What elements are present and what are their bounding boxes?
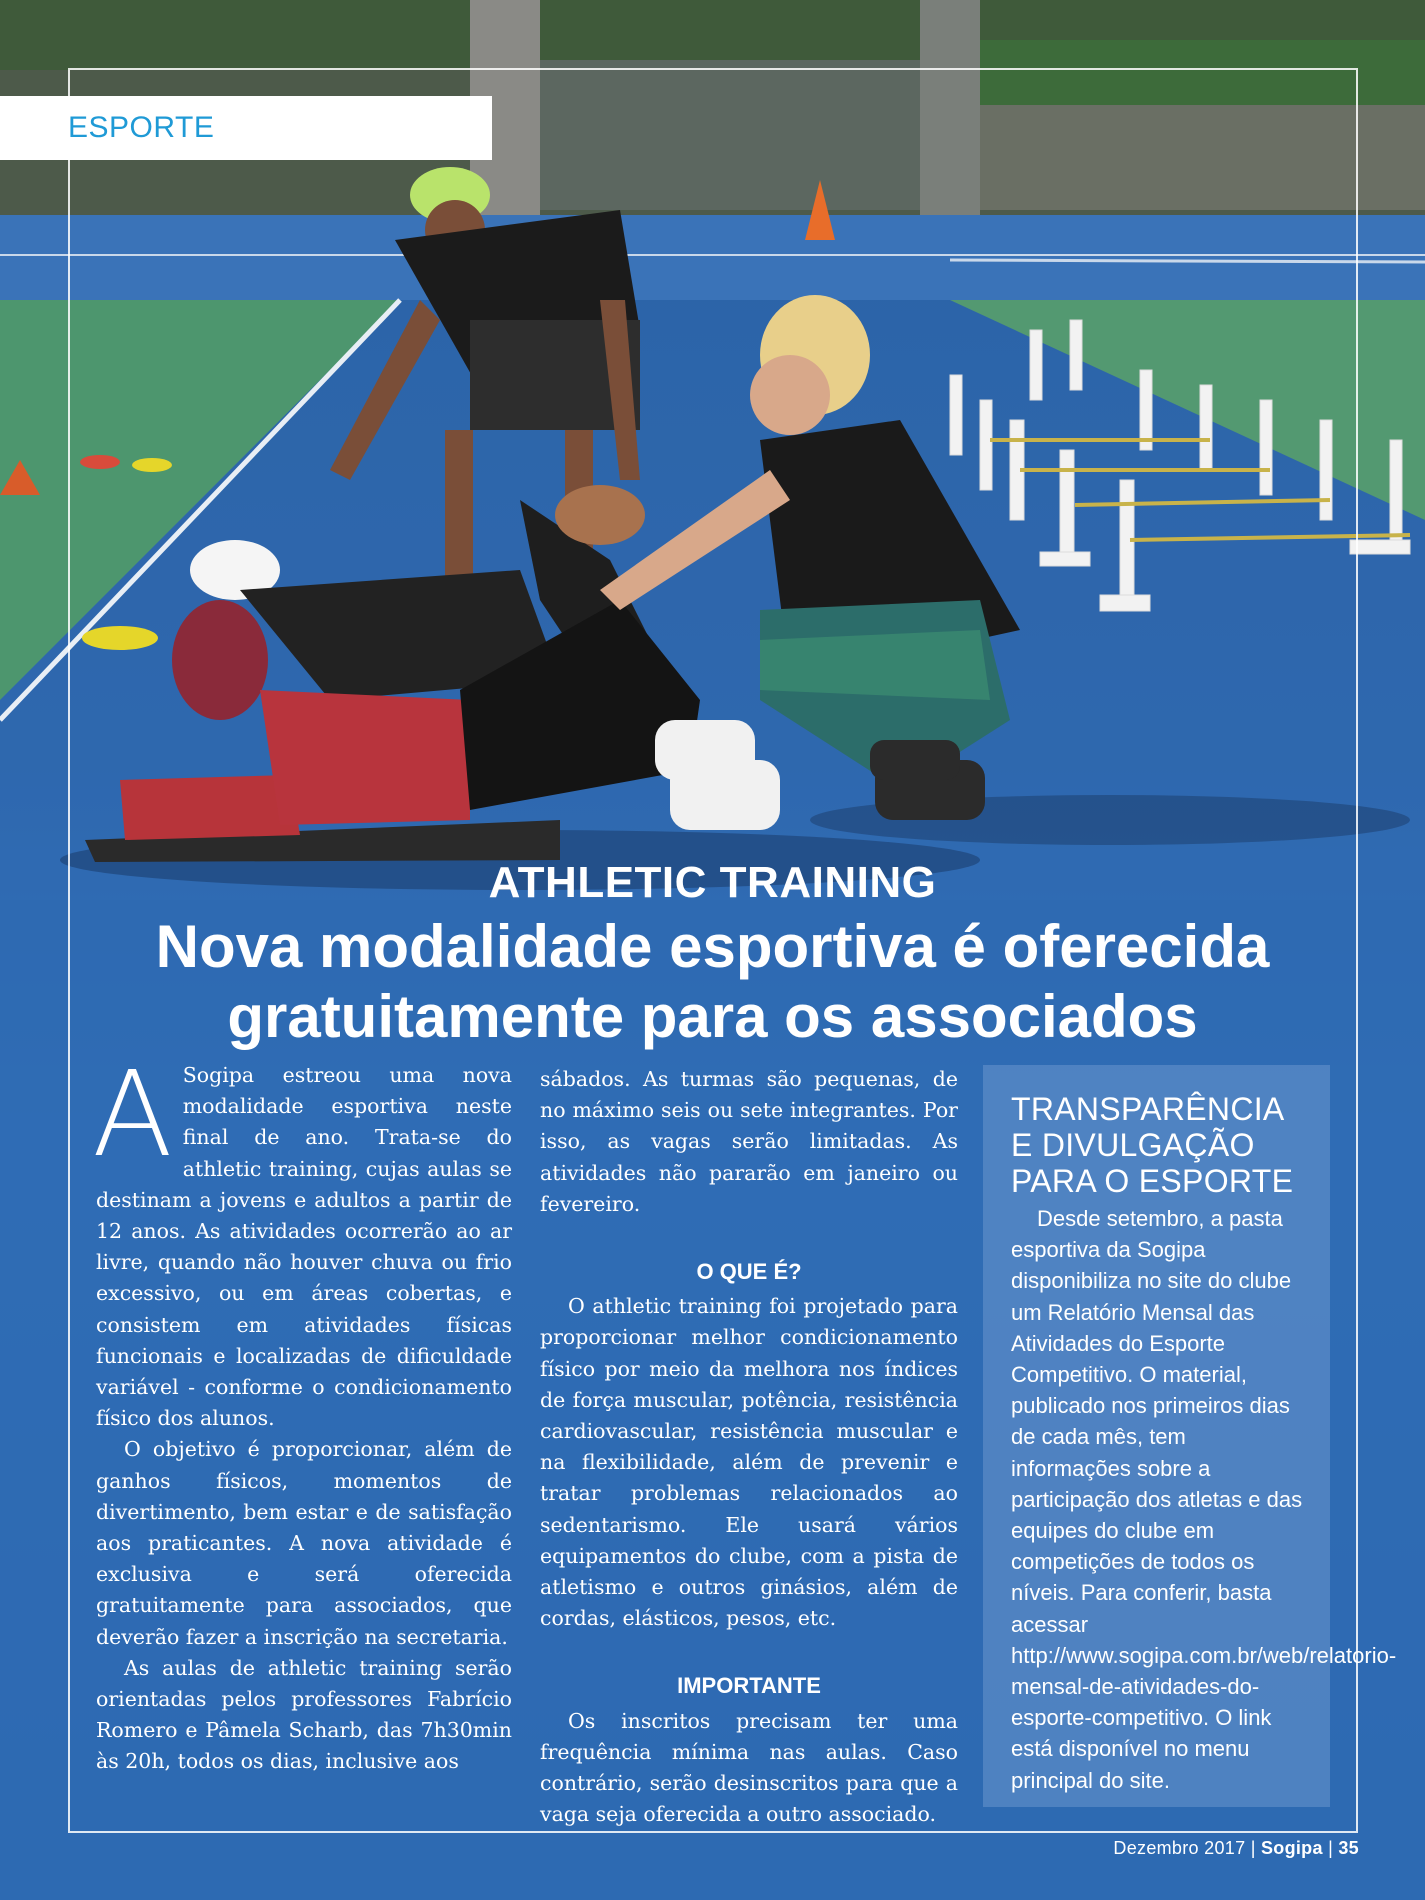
subhead-important: IMPORTANTE [677, 1673, 821, 1699]
footer-brand: Sogipa [1260, 1838, 1323, 1858]
body-column-1 [92, 1045, 512, 1778]
footer-date: Dezembro 2017 [1113, 1838, 1246, 1858]
paragraph-1: Sogipa estreou uma nova modalidade esportiva neste final de ano. Trata-se do athletic training, cujas aulas se destinam a jovens e adultos a partir de 12 anos. As atividades ocorrerão ao ar livre, quando não houver chuva ou frio excessivo, ou em áreas cobertas, e consistem em atividades físicas funcionais e localizadas de dificuldade variável - conforme o condicionamento físico dos alunos. [96, 1063, 512, 1431]
drop-cap: A [92, 1045, 173, 1183]
paragraph-5: Os inscritos precisam ter uma frequência mínima nas aulas. Caso contrário, serão desinscritos para que a vaga seja oferecida a outro associado. [540, 1708, 958, 1827]
sidebar-title: TRANSPARÊNCIA E DIVULGAÇÃO PARA O ESPORTE [1011, 1091, 1294, 1199]
article-kicker: ATHLETIC TRAINING [488, 858, 937, 907]
sidebar-box [983, 1065, 1397, 1807]
body-column-2 [540, 1060, 958, 1830]
paragraph-2: O objetivo é proporcionar, além de ganhos físicos, momentos de divertimento, bem estar e de satisfação aos praticantes. A nova atividade é exclusiva e será oferecida gratuitamente para associados, que deverão fazer a inscrição na secretaria. [96, 1437, 512, 1649]
article-headline: Nova modalidade esportiva é oferecida gratuitamente para os associados [155, 913, 1270, 1050]
sidebar-text: Desde setembro, a pasta esportiva da Sogipa disponibiliza no site do clube um Relatório Mensal das Atividades do Esporte Competitivo. O material, publicado nos primeiros dias de cada mês, tem informações sobre a participação dos atletas e das equipes do clube em competições de todos os níveis. Para conferir, basta acessar http://www.sogipa.com.br/web/relatorio-mensal-de-atividades-do-esporte-competitivo. O link está disponível no menu principal do site. [1011, 1206, 1397, 1793]
page-footer: Dezembro 2017 | Sogipa | 35 [1113, 1838, 1359, 1858]
section-tag [0, 96, 492, 160]
paragraph-3-continued: sábados. As turmas são pequenas, de no máximo seis ou sete integrantes. Por isso, as vagas serão limitadas. As atividades não pararão em janeiro ou fevereiro. [540, 1067, 958, 1216]
paragraph-3: As aulas de athletic training serão orientadas pelos professores Fabrício Romero e Pâmela Scharb, das 7h30min às 20h, todos os dias, inclusive aos [96, 1655, 512, 1774]
paragraph-4: O athletic training foi projetado para proporcionar melhor condicionamento físico por meio da melhora nos índices de força muscular, potência, resistência cardiovascular, resistência muscular e na flexibilidade, além de prevenir e tratar problemas relacionados ao sedentarismo. Ele usará vários equipamentos do clube, com a pista de atletismo e outros ginásios, além de cordas, elásticos, pesos, etc. [540, 1294, 958, 1631]
subhead-what-is: O QUE É? [696, 1259, 802, 1285]
footer-page-number: 35 [1338, 1838, 1359, 1858]
section-label: ESPORTE [68, 111, 215, 144]
